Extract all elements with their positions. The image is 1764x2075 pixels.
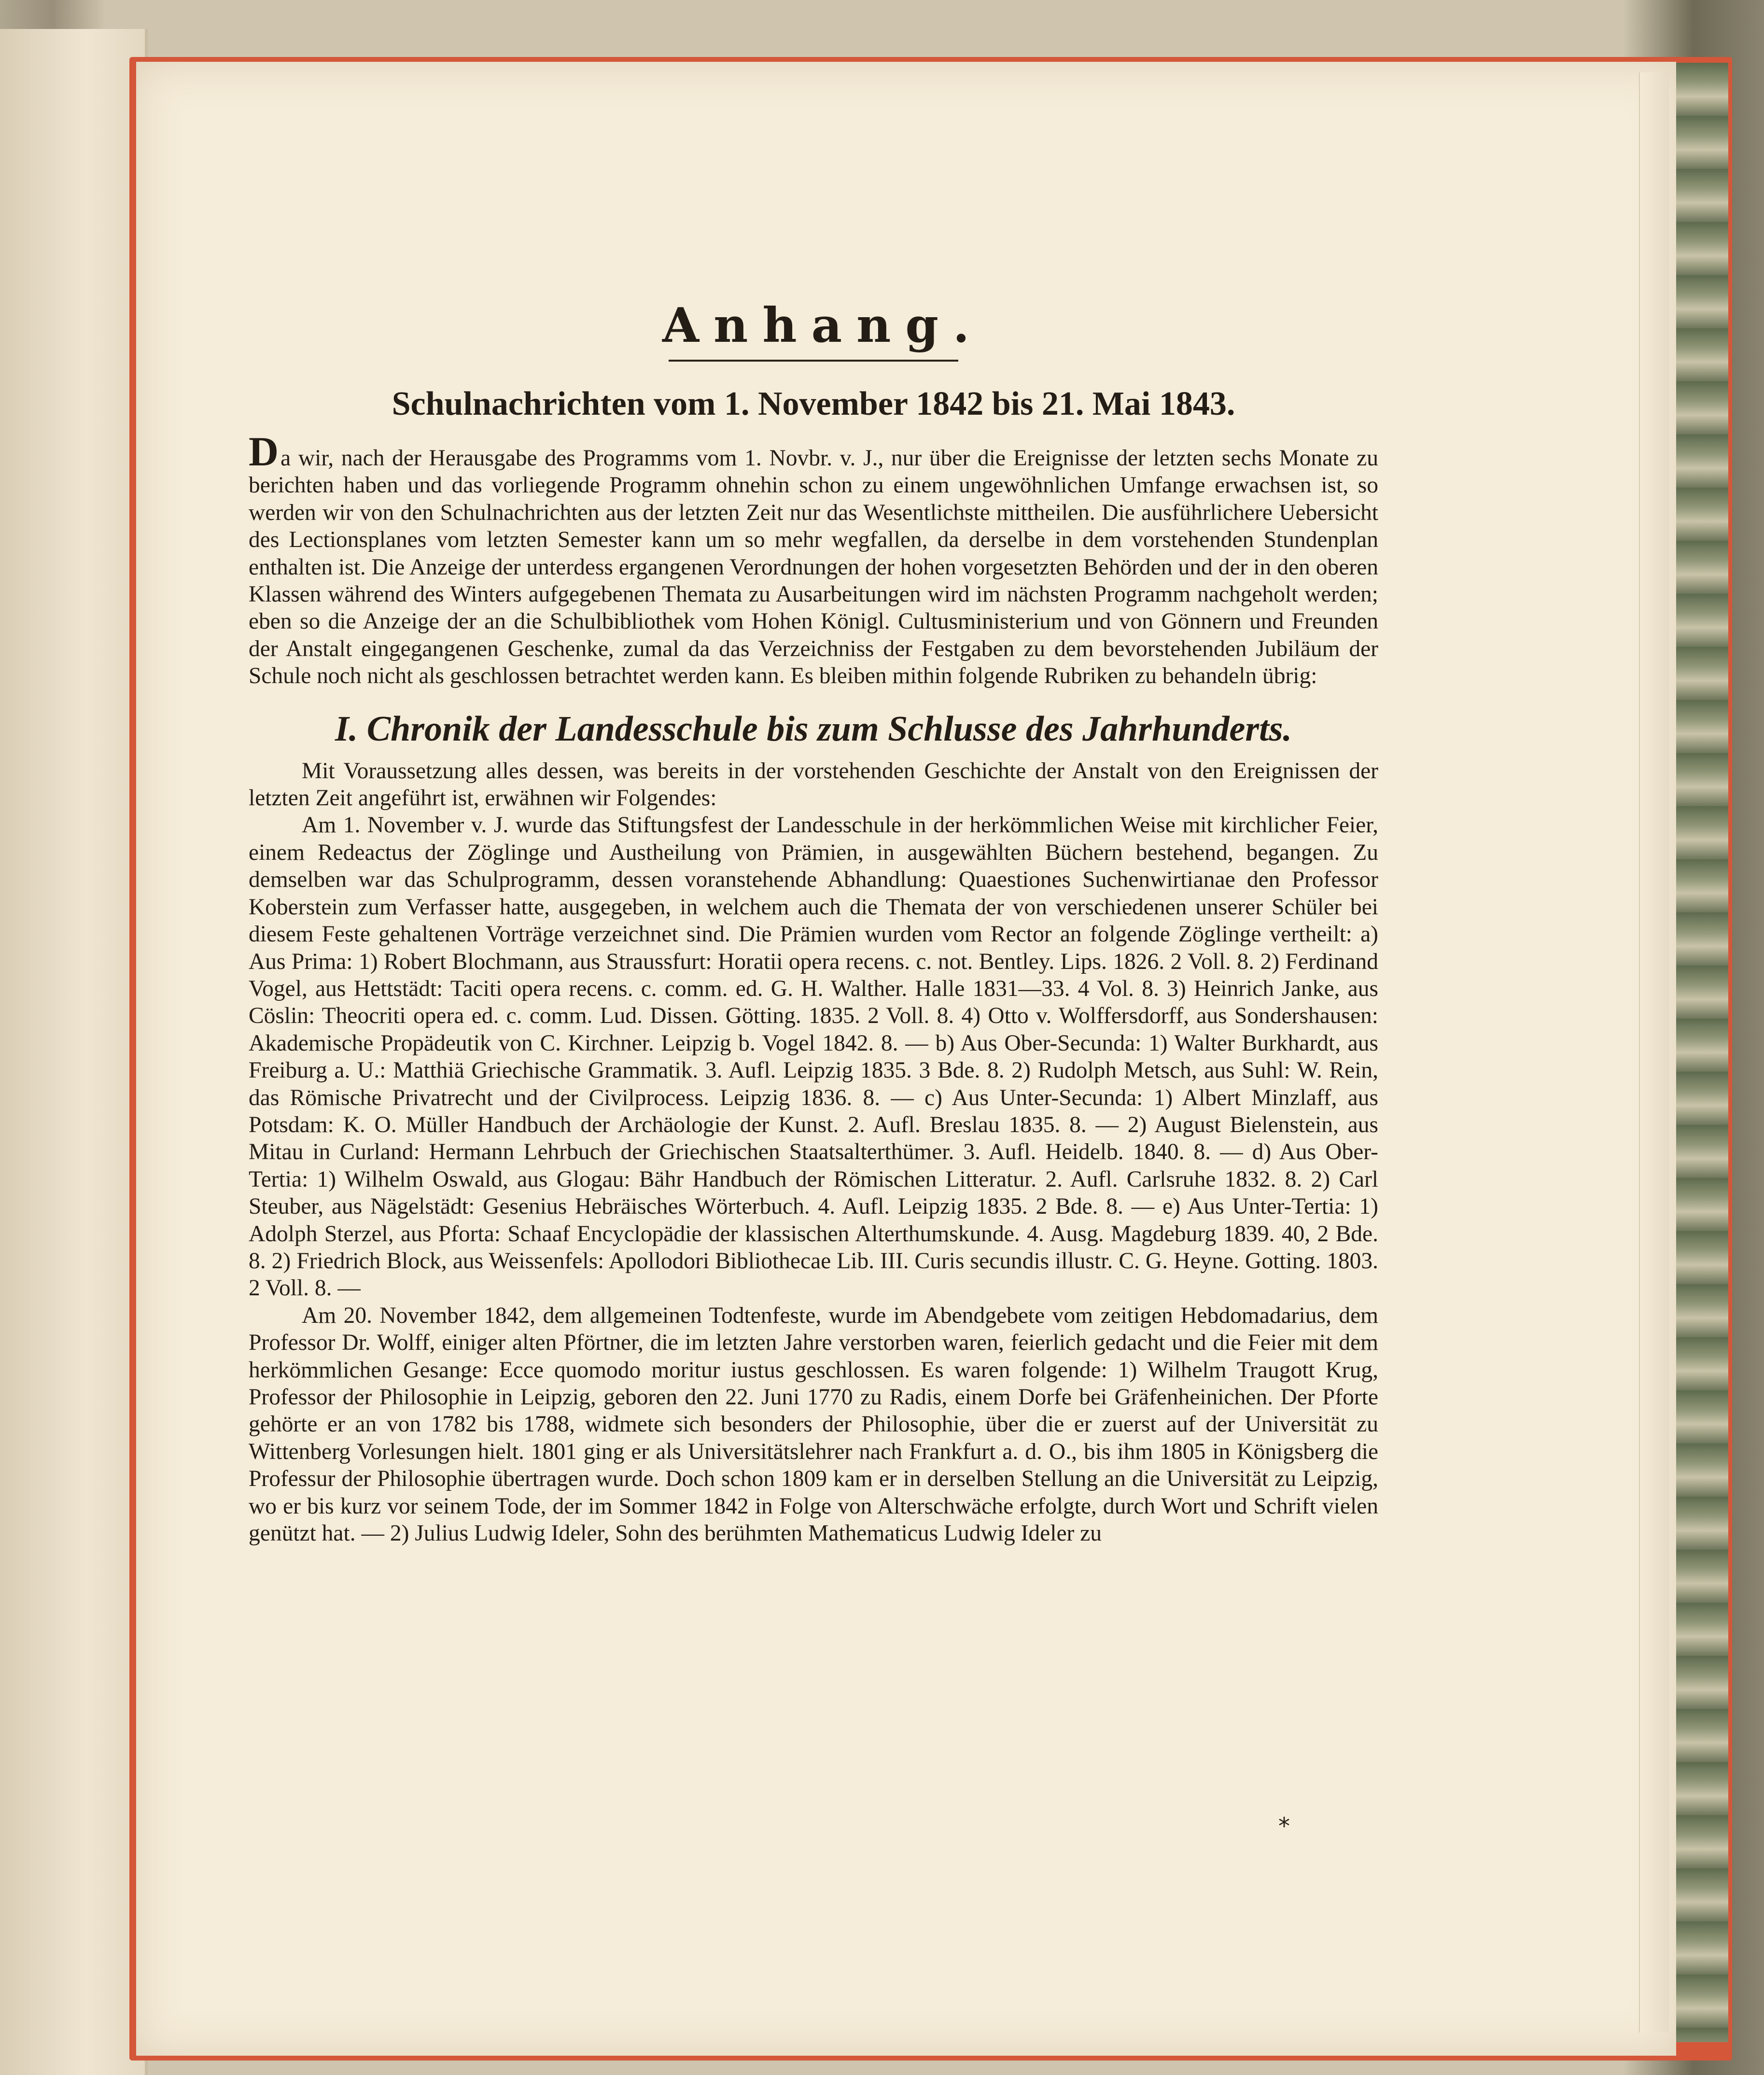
body-paragraph-1: Mit Voraussetzung alles dessen, was bereits in der vorstehenden Geschichte der Anstalt von den Ereignissen der letzten Zeit angeführt ist, erwähnen wir Folgendes: bbox=[249, 758, 1378, 811]
page-heading: Anhang. bbox=[662, 298, 984, 353]
page-fore-edge bbox=[1639, 72, 1669, 2033]
signature-mark: * bbox=[1278, 1813, 1290, 1840]
body-paragraph-3: Am 20. November 1842, dem allgemeinen Todtenfeste, wurde im Abendgebete vom zeitigen Hebdomadarius, dem Professor Dr. Wolff, einiger alten Pförtner, die im letzten Jahre verstorben waren, feierlich gedacht und die Feier mit dem herkömmlichen Gesange: Ecce quomodo moritur iustus geschlossen. Es waren folgende: 1) Wilhelm Traugott Krug, Professor der Philosophie in Leipzig, geboren den 22. Juni 1770 zu Radis, einem Dorfe bei Gräfenheinichen. Der Pforte gehörte er an von 1782 bis 1788, widmete sich besonders der Philosophie, über die er zuerst auf der Universität zu Wittenberg Vorlesungen hielt. 1801 ging er als Universitätslehrer nach Frankfurt a. d. O., bis ihm 1805 in Königsberg die Professur der Philosophie übertragen wurde. Doch schon 1809 kam er in derselben Stellung an die Universität zu Leipzig, wo er bis kurz vor seinem Tode, der im Sommer 1842 in Folge von Alterschwäche erfolgte, durch Wort und Schrift vielen genützt hat. — 2) Julius Ludwig Ideler, Sohn des berühmten Mathematicus Ludwig Ideler zu bbox=[249, 1303, 1378, 1546]
page-subtitle: Schulnachrichten vom 1. November 1842 bis 21. Mai 1843. bbox=[392, 385, 1235, 422]
left-page-edge bbox=[0, 29, 148, 2075]
page-content bbox=[249, 297, 1378, 1547]
body-paragraph-2: Am 1. November v. J. wurde das Stiftungsfest der Landesschule in der herkömmlichen Weise mit kirchlicher Feier, einem Redeactus der Zöglinge und Austheilung von Prämien, in ausgewählten Büchern bestehend, begangen. Zu demselben war das Schulprogramm, dessen voranstehende Abhandlung: Quaestiones Suchenwirtianae den Professor Koberstein zum Verfasser hatte, ausgegeben, in welchem auch die Themata der von verschiedenen unserer Schüler bei diesem Feste gehaltenen Vorträge verzeichnet sind. Die Prämien wurden vom Rector an folgende Zöglinge vertheilt: a) Aus Prima: 1) Robert Blochmann, aus Straussfurt: Horatii opera recens. c. not. Bentley. Lips. 1826. 2 Voll. 8. 2) Ferdinand Vogel, aus Hettstädt: Taciti opera recens. c. comm. ed. G. H. Walther. Halle 1831—33. 4 Vol. 8. 3) Heinrich Janke, aus Cöslin: Theocriti opera ed. c. comm. Lud. Dissen. Götting. 1835. 2 Voll. 8. 4) Otto v. Wolffersdorff, aus Sondershausen: Akademische Propädeutik von C. Kirchner. Leipzig b. Vogel 1842. 8. — b) Aus Ober-Secunda: 1) Walter Burkhardt, aus Freiburg a. U.: Matthiä Griechische Grammatik. 3. Aufl. Leipzig 1835. 3 Bde. 8. 2) Rudolph Metsch, aus Suhl: W. Rein, das Römische Privatrecht und der Civilprocess. Leipzig 1836. 8. — c) Aus Unter-Secunda: 1) Albert Minzlaff, aus Potsdam: K. O. Müller Handbuch der Archäologie der Kunst. 2. Aufl. Breslau 1835. 8. — 2) August Bielenstein, aus Mitau in Curland: Hermann Lehrbuch der Griechischen Staatsalterthümer. 3. Aufl. Heidelb. 1840. 8. — d) Aus Ober-Tertia: 1) Wilhelm Oswald, aus Glogau: Bähr Handbuch der Römischen Litteratur. 2. Aufl. Carlsruhe 1832. 8. 2) Carl Steuber, aus Nägelstädt: Gesenius Hebräisches Wörterbuch. 4. Aufl. Leipzig 1835. 2 Bde. 8. — e) Aus Unter-Tertia: 1) Adolph Sterzel, aus Pforta: Schaaf Encyclopädie der klassischen Alterthumskunde. 4. Ausg. Magdeburg 1839. 40, 2 Bde. 8. 2) Friedrich Block, aus Weissenfels: Apollodori Bibliothecae Lib. III. Curis secundis illustr. C. G. Heyne. Gotting. 1803. 2 Voll. 8. — bbox=[249, 813, 1378, 1301]
drop-cap: D bbox=[249, 428, 279, 475]
intro-text: a wir, nach der Herausgabe des Programms vom 1. Novbr. v. J., nur über die Ereignisse der letzten sechs Monate zu berichten haben und das vorliegende Programm ohnehin schon zu einem ungewöhnlichen Umfange erwachsen ist, so werden wir von den Schulnachrichten aus der letzten Zeit nur das Wesentlichste mittheilen. Die ausführlichere Uebersicht des Lectionsplanes vom letzten Semester kann um so mehr wegfallen, da derselbe in dem vorstehenden Stundenplan enthalten ist. Die Anzeige der unterdess ergangenen Verordnungen der hohen vorgesetzten Behörden und der in den oberen Klassen während des Winters aufgegebenen Themata zu Ausarbeitungen wird im nächsten Programm nachgeholt werden; eben so die Anzeige der an die Schulbibliothek vom Hohen Königl. Cultusministerium und von Gönnern und Freunden der Anstalt eingegangenen Geschenke, zumal da das Verzeichniss der Festgaben zu dem bevorstehenden Jubiläum der Schule noch nicht als geschlossen betrachtet werden kann. Es bleiben mithin folgende Rubriken zu behandeln übrig: bbox=[249, 446, 1378, 689]
intro-paragraph bbox=[249, 428, 1378, 690]
heading-rule bbox=[669, 360, 958, 362]
section-title: I. Chronik der Landesschule bis zum Schlusse des Jahrhunderts. bbox=[335, 709, 1292, 749]
